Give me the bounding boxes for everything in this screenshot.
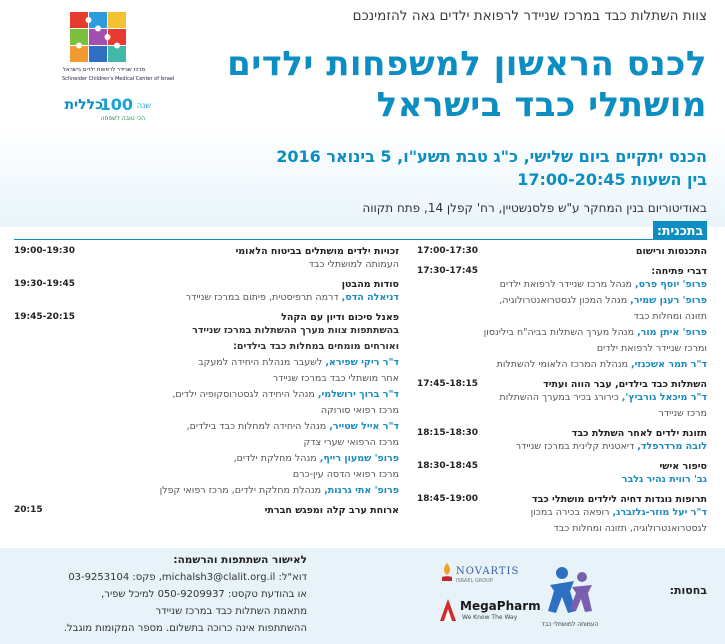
schedule-line (417, 406, 707, 422)
speaker-name: לובה מרדרפלד, (637, 441, 707, 452)
schedule-line (14, 419, 399, 435)
schneider-caption-he: מרכז שניידר לרפואת ילדים בישראל (62, 67, 146, 73)
novartis-logo (440, 563, 520, 587)
clalit-year: שנה (136, 101, 151, 110)
speaker-role: מרכז הרפואי שערי צדק (303, 437, 399, 448)
schedule-line (14, 387, 399, 403)
schedule-time: 19:45-20:15 (14, 312, 76, 322)
liver-transplant-association-logo (538, 563, 602, 633)
registration-title: לאישור השתתפות והרשמה: (173, 554, 307, 566)
speaker-role: אחר מושתלי כבד במרכז שניידר (272, 373, 399, 384)
flame-icon (440, 563, 454, 583)
schedule-item (14, 312, 399, 499)
speaker-role: מנהל היחידה לגסטרוסקופיה ילדים, (172, 389, 318, 400)
schedule-item (14, 505, 399, 519)
clalit-logo (55, 95, 155, 127)
schedule-line (417, 341, 707, 357)
registration-note: ההשתתפות אינה כרוכה בתשלום. מספר המקומות מוגבל. (63, 623, 307, 634)
speaker-name: פרופ' אתי גרנות, (324, 485, 399, 496)
schedule-line (14, 435, 399, 451)
page-title-line1: לכנס הראשון למשפחות ילדים (227, 44, 707, 84)
schneider-caption-en: Schneider Children's Medical Center of Israel (62, 76, 175, 82)
schedule-item (417, 461, 707, 488)
tagline: צוות השתלות כבד במרכז שניידר לרפואת ילדים גאה להזמינכם (352, 8, 707, 24)
schedule-item (417, 494, 707, 537)
schedule-title: תזונת ילדים לאחר השתלת כבד (571, 428, 707, 439)
program-label: בתכנית: (653, 221, 707, 240)
schedule-line (417, 309, 707, 325)
schedule-line (417, 439, 707, 455)
clalit-slogan: הכי טובה לשפחה (100, 115, 145, 122)
megapharm-logo (438, 595, 541, 627)
schedule-time: 19:30-19:45 (14, 279, 76, 289)
speaker-role: מרכז רפואי סורוקה (320, 405, 399, 416)
schedule-title: תרופות נוגדות דחיה לילדים מושתלי כבד (531, 494, 707, 505)
speaker-role: כירורג בכיר במערך ההשתלות (499, 392, 622, 403)
schedule-line (417, 521, 707, 537)
schedule-line (14, 451, 399, 467)
schedule-line (14, 483, 399, 499)
novartis-name: NOVARTIS (456, 566, 520, 577)
schedule-time: 17:45-18:15 (417, 379, 479, 389)
speaker-name: פרופ' יוסף פרס, (635, 279, 707, 290)
schedule-title: השתלות כבד בילדים, עבר הווה ועתיד (543, 379, 707, 390)
megapharm-slogan: We Know The Way (462, 614, 518, 621)
schedule-right-column (417, 246, 707, 543)
speaker-role: מנהל מרכז שניידר לרפואת ילדים (499, 279, 636, 290)
schedule-title: דברי פתיחה: (651, 266, 707, 277)
megapharm-name: MegaPharm (460, 599, 541, 613)
schedule-title: ארוחת ערב קלה ומפגש חברתי (264, 505, 399, 516)
megapharm-mark-icon (438, 595, 458, 623)
schedule-line (14, 323, 399, 339)
schedule-line (417, 390, 707, 406)
speaker-role: ואורחים מומחים במחלות כבד בילדים: (233, 341, 399, 352)
novartis-sub: ISRAEL GROUP (456, 578, 493, 584)
schedule-time: 18:30-18:45 (417, 461, 479, 471)
schedule-item (417, 379, 707, 422)
speaker-name: ד"ר ריקי שפירא, (325, 357, 399, 368)
schedule-title: זכויות ילדים מושתלים בביטוח הלאומי (235, 246, 399, 257)
association-caption: העמותה למושתלי כבד (541, 621, 599, 628)
schedule-time: 17:00-17:30 (417, 246, 479, 256)
event-date: הכנס יתקיים ביום שלישי, כ"ג טבת תשע"ו, 5 בינואר 2016 (276, 147, 707, 166)
speaker-role: לגסטרואנטרולוגיה, תזונה ומחלות כבד (553, 523, 707, 534)
clalit-name: כללית (64, 97, 103, 113)
speaker-role: מרכז רפואי הדסה עין-כרם (292, 469, 399, 480)
speaker-role: מנהל מערך השתלות בביה"ח בילינסון (483, 327, 638, 338)
divider (14, 239, 707, 240)
puzzle-icon (70, 12, 126, 62)
speaker-name: פרופ' איתן מור, (637, 327, 707, 338)
speaker-role: מנהל היחידה למחלות כבד בילדים, (186, 421, 330, 432)
speaker-role: דיאטנית קלינית במרכז שניידר (515, 441, 638, 452)
schedule-title: סודות מהבטן (341, 279, 399, 290)
schedule-item (417, 428, 707, 455)
speaker-role: מנהלת מחלקת ילדים, מרכז רפואי קפלן (159, 485, 325, 496)
speaker-name: ד"ר אייל שטייר, (329, 421, 399, 432)
page-title-line2: מושתלי כבד בישראל (376, 85, 707, 125)
speaker-name: גב' רווית נהיר גלבר (621, 474, 707, 485)
speaker-name: פרופ' שמעון רייף, (319, 453, 399, 464)
schedule-line (14, 403, 399, 419)
schedule-title: התכנסות ורישום (635, 246, 707, 257)
schedule-title: סיפור אישי (659, 461, 707, 472)
children-figures-icon (538, 563, 602, 621)
speaker-name: פרופ' רענן שמיר, (630, 295, 707, 306)
sponsors-label: בחסות: (669, 584, 707, 597)
schedule-line (14, 355, 399, 371)
schedule-time: 19:00-19:30 (14, 246, 76, 256)
schedule-line (417, 277, 707, 293)
schedule-line (417, 293, 707, 309)
clalit-100: 100 (99, 95, 133, 114)
schedule-item (417, 246, 707, 260)
schedule-line (14, 257, 399, 273)
schedule-line (417, 325, 707, 341)
event-venue: באודיטוריום בנין המחקר ע"ש פלסנשטיין, רח' קפלן 14, פתח תקווה (362, 201, 707, 215)
schedule-time: 20:15 (14, 505, 43, 515)
schedule-line (14, 467, 399, 483)
schedule-line (14, 339, 399, 355)
header (0, 0, 725, 125)
schedule-item (14, 279, 399, 306)
speaker-name: דניאלה הדס, (341, 292, 399, 303)
speaker-name: ד"ר תמר אשכנזי, (631, 359, 707, 370)
speaker-role: העמותה למושתלי כבד (308, 259, 399, 270)
schedule-item (417, 266, 707, 373)
schedule-line (417, 472, 707, 488)
speaker-role: מנהל המכון לגסטרואנטרולוגיה, (499, 295, 631, 306)
schneider-logo (62, 12, 175, 86)
schedule-item (14, 246, 399, 273)
speaker-role: לשעבר מנהלת היחידה למעקב (198, 357, 326, 368)
speaker-name: ד"ר ברוך ירושלמי, (317, 389, 399, 400)
schedule-line (14, 290, 399, 306)
event-time: בין השעות 17:00-20:45 (517, 170, 707, 189)
speaker-role: תזונה ומחלות כבד (633, 311, 707, 322)
speaker-role: מנהל מחלקת ילדים, (233, 453, 320, 464)
speaker-name: ד"ר יעל מוזר-גלזברג, (612, 507, 707, 518)
schedule-line (14, 371, 399, 387)
registration-coordinator: מתאמת השתלות כבד במרכז שניידר (155, 606, 307, 617)
speaker-role: דרמה תרפיסטית, פיתום במרכז שניידר (185, 292, 342, 303)
schedule-line (417, 357, 707, 373)
speaker-role: מנהלת המרכז הלאומי להשתלות (496, 359, 632, 370)
schedule-title: פאנל סיכום ודיון עם הקהל (281, 312, 399, 323)
schedule-left-column (14, 246, 399, 525)
speaker-role: ומרכז שניידר לרפואת ילדים (596, 343, 707, 354)
speaker-role: מרכז שניידר (658, 408, 707, 419)
registration-sms: או בהודעת טקסט: 050-9209937 למיכל שפיר, (101, 589, 307, 600)
schedule-line (417, 505, 707, 521)
speaker-name: ד"ר מיכאל גורביץ', (621, 392, 707, 403)
schedule-time: 17:30-17:45 (417, 266, 479, 276)
schedule-time: 18:45-19:00 (417, 494, 479, 504)
registration-contact: דוא"ל: michalsh3@clalit.org.il, פקס: 03-9253104 (68, 572, 307, 583)
schedule-time: 18:15-18:30 (417, 428, 479, 438)
speaker-role: בהשתתפות צוות מערך ההשתלות במרכז שניידר (192, 325, 399, 336)
speaker-role: רופאה בכירה במכון (530, 507, 613, 518)
